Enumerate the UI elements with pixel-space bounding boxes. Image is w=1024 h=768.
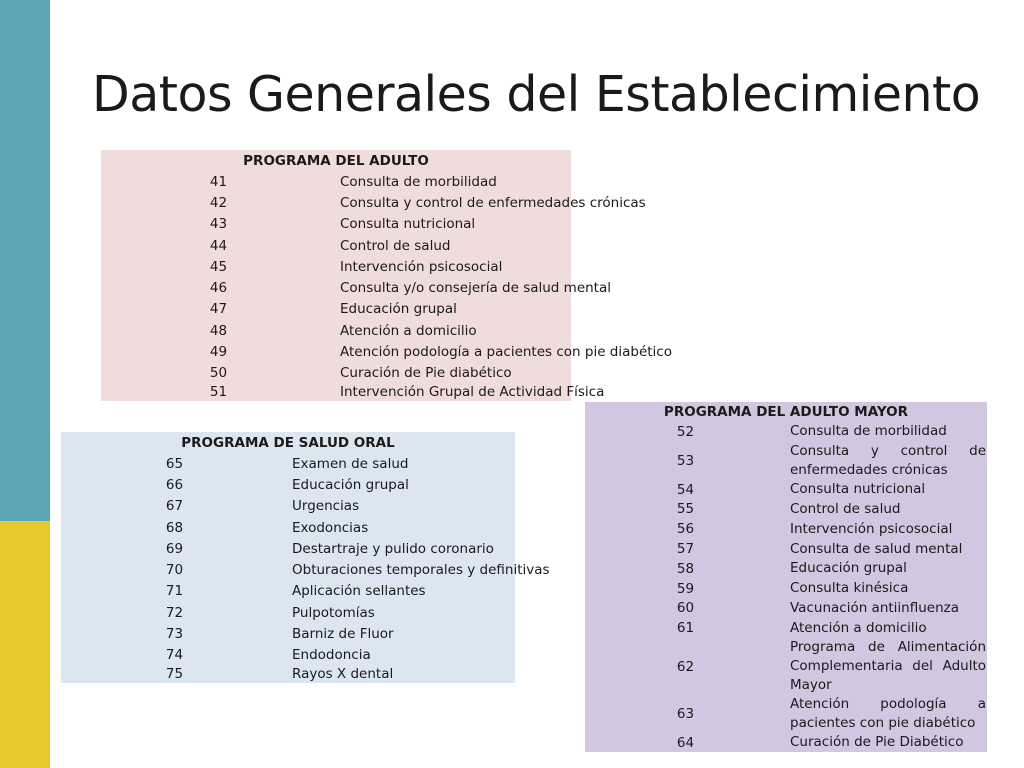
row-number: 74: [165, 647, 184, 664]
row-number: 71: [165, 583, 184, 600]
row-number: 47: [209, 301, 228, 318]
programa-adulto-mayor-row: [585, 579, 987, 599]
row-label: Educación grupal: [790, 560, 907, 577]
programa-adulto-row: [101, 214, 571, 235]
programa-adulto-row: [101, 256, 571, 277]
row-number: 45: [209, 258, 228, 275]
row-label: Vacunación antiinfluenza: [790, 599, 960, 616]
row-label: Pulpotomías: [292, 604, 375, 621]
row-number: 73: [165, 626, 184, 643]
programa-salud-oral-row: [61, 602, 515, 623]
row-number: 49: [209, 344, 228, 361]
programa-adulto-row: [101, 320, 571, 341]
programa-adulto-mayor-row: [585, 519, 987, 539]
programa-salud-oral-row: [61, 666, 515, 683]
programa-adulto-mayor-row: [585, 480, 987, 500]
row-label: Atención a domicilio: [340, 322, 477, 339]
row-number: 69: [165, 540, 184, 557]
programa-salud-oral-row: [61, 453, 515, 474]
row-number: 62: [676, 658, 695, 675]
programa-adulto-mayor-header: PROGRAMA DEL ADULTO MAYOR: [663, 404, 909, 420]
row-label: Exodoncias: [292, 519, 369, 536]
row-label: Intervención psicosocial: [340, 258, 503, 275]
programa-salud-oral-row: [61, 559, 515, 580]
row-label: Atención podología a pacientes con pie diabético: [340, 344, 672, 361]
row-number: 66: [165, 476, 184, 493]
row-number: 50: [209, 365, 228, 382]
row-label: Aplicación sellantes: [292, 583, 426, 600]
row-label: Intervención psicosocial: [790, 520, 953, 537]
row-number: 57: [676, 541, 695, 558]
row-label: Urgencias: [292, 498, 360, 515]
programa-adulto-mayor-row: [585, 733, 987, 752]
row-label: Consulta y control de enfermedades crónicas: [340, 194, 646, 211]
row-number: 41: [209, 173, 228, 190]
row-number: 65: [165, 455, 184, 472]
row-number: 54: [676, 481, 695, 498]
row-number: 68: [165, 519, 184, 536]
row-number: 43: [209, 216, 228, 233]
row-label: Control de salud: [340, 237, 451, 254]
row-number: 48: [209, 322, 228, 339]
row-label: Curación de Pie diabético: [340, 365, 512, 382]
programa-salud-oral-header: PROGRAMA DE SALUD ORAL: [181, 434, 395, 451]
programa-adulto-row: [101, 363, 571, 384]
programa-salud-oral-row: [61, 645, 515, 666]
row-label: Intervención Grupal de Actividad Física: [340, 384, 605, 401]
slide-title: Datos Generales del Establecimiento: [92, 66, 981, 123]
programa-adulto-header: PROGRAMA DEL ADULTO: [243, 152, 429, 169]
programa-adulto-mayor-row: [585, 695, 987, 733]
programa-salud-oral-row: [61, 474, 515, 495]
row-label: Consulta y control de enfermedades crónicas: [790, 442, 986, 478]
row-label: Consulta y/o consejería de salud mental: [340, 280, 611, 297]
row-number: 55: [676, 501, 695, 518]
row-label: Endodoncia: [292, 647, 371, 664]
row-number: 60: [676, 600, 695, 617]
left-accent-bar-yellow: [0, 521, 50, 768]
row-number: 67: [165, 498, 184, 515]
row-number: 53: [676, 452, 695, 469]
programa-adulto-mayor-row: [585, 618, 987, 638]
row-number: 58: [676, 560, 695, 577]
row-number: 63: [676, 706, 695, 723]
left-accent-bar-teal: [0, 0, 50, 521]
programa-adulto-row: [101, 171, 571, 192]
row-label: Consulta de morbilidad: [340, 173, 497, 190]
row-label: Control de salud: [790, 500, 901, 517]
row-number: 70: [165, 562, 184, 579]
programa-adulto-row: [101, 341, 571, 362]
programa-adulto-row: [101, 299, 571, 320]
row-label: Programa de Alimentación Complementaria del Adulto Mayor: [790, 639, 986, 694]
row-label: Educación grupal: [292, 476, 409, 493]
row-label: Rayos X dental: [292, 666, 394, 683]
programa-adulto-row: [101, 277, 571, 298]
row-label: Atención a domicilio: [790, 619, 927, 636]
row-label: Consulta de morbilidad: [790, 423, 947, 440]
row-label: Consulta nutricional: [790, 481, 926, 498]
programa-salud-oral-row: [61, 581, 515, 602]
row-label: Atención podología a pacientes con pie diabético: [790, 696, 986, 732]
row-number: 42: [209, 194, 228, 211]
programa-salud-oral-row: [61, 538, 515, 559]
row-label: Educación grupal: [340, 301, 457, 318]
programa-salud-oral-row: [61, 623, 515, 644]
programa-adulto-table: [101, 150, 672, 401]
programa-adulto-mayor-table: [585, 402, 987, 752]
row-number: 52: [676, 423, 695, 440]
row-label: Destartraje y pulido coronario: [292, 540, 494, 557]
programa-adulto-row: [101, 384, 571, 401]
programa-adulto-mayor-row: [585, 539, 987, 559]
programa-salud-oral-row: [61, 496, 515, 517]
row-number: 72: [165, 604, 184, 621]
row-number: 59: [676, 580, 695, 597]
row-label: Consulta kinésica: [790, 580, 909, 597]
row-number: 64: [676, 734, 695, 751]
programa-adulto-mayor-row: [585, 422, 987, 442]
programa-adulto-mayor-row: [585, 559, 987, 579]
row-label: Consulta de salud mental: [790, 540, 963, 557]
programa-adulto-row: [101, 192, 571, 213]
row-label: Curación de Pie Diabético: [790, 734, 964, 751]
programa-adulto-mayor-row: [585, 442, 987, 480]
row-label: Consulta nutricional: [340, 216, 476, 233]
programa-adulto-row: [101, 235, 571, 256]
programa-adulto-mayor-row: [585, 599, 987, 619]
row-label: Examen de salud: [292, 455, 409, 472]
row-number: 61: [676, 620, 695, 637]
programa-adulto-mayor-row: [585, 638, 987, 695]
row-number: 44: [209, 237, 228, 254]
programa-adulto-mayor-row: [585, 500, 987, 520]
programa-salud-oral-row: [61, 517, 515, 538]
row-number: 75: [165, 666, 184, 683]
row-number: 56: [676, 521, 695, 538]
row-label: Barniz de Fluor: [292, 626, 394, 643]
programa-salud-oral-table: [61, 432, 550, 683]
row-label: Obturaciones temporales y definitivas: [292, 562, 550, 579]
row-number: 51: [209, 384, 228, 401]
row-number: 46: [209, 280, 228, 297]
